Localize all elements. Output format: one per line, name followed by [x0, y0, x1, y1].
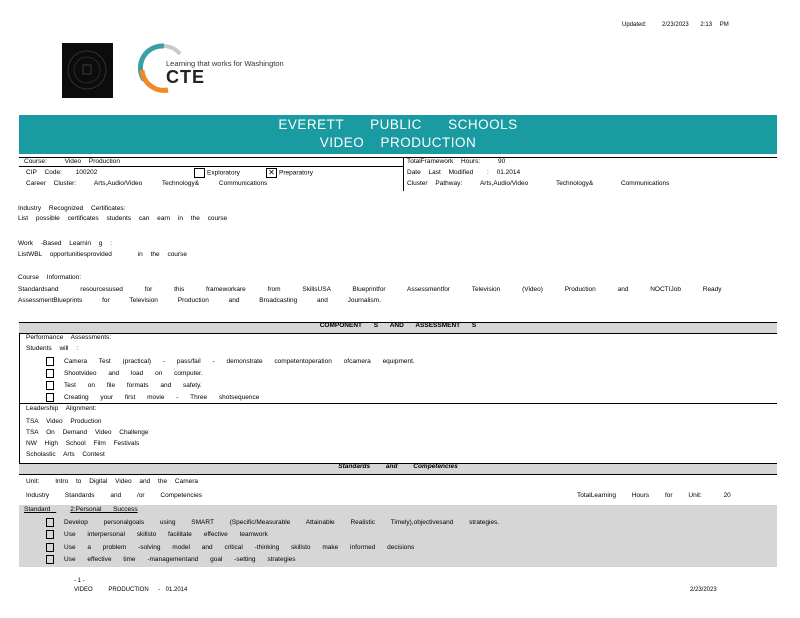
- total-learning-row: [577, 492, 731, 499]
- course-row: [24, 158, 120, 165]
- title-banner: [19, 115, 777, 154]
- performance-item-4: Creating your first movie - Three shotsequence: [46, 393, 259, 402]
- table-row-border: [19, 166, 403, 167]
- cte-logo: [134, 40, 304, 96]
- course-value: Video Production: [64, 158, 120, 165]
- date-modified-row: [407, 169, 520, 176]
- course-info-line-1: Standardsand resourcesused for this frameworkare from SkillsUSA Blueprintfor Assessmentfor Television (Video) Production and NOCTIJob Ready: [18, 286, 722, 293]
- total-framework-row: [407, 158, 505, 165]
- performance-item-2: Shootvideo and load on computer.: [46, 369, 203, 378]
- course-label: Course:: [24, 158, 47, 165]
- table-divider: [403, 157, 404, 191]
- wbl-text-2: in the course: [137, 251, 187, 258]
- cip-row: [26, 169, 97, 176]
- exploratory-checkbox[interactable]: [194, 168, 205, 178]
- footer-course: VIDEO PRODUCTION: [74, 587, 149, 593]
- performance-item-3: Test on file formats and safety.: [46, 381, 202, 390]
- career-cluster-label: Career Cluster:: [26, 180, 77, 187]
- cip-value: 100202: [75, 169, 98, 176]
- leadership-item-3: NW High School Film Festivals: [26, 440, 140, 447]
- updated-stamp: [622, 22, 729, 28]
- standard-label: Standard: [24, 506, 51, 513]
- cluster-pathway-label: Cluster Pathway:: [407, 180, 463, 187]
- standards-header: Standards and Competencies: [338, 463, 458, 470]
- performance-intro: Students will :: [26, 345, 79, 352]
- title-line-1: EVERETT PUBLIC SCHOOLS: [278, 117, 518, 132]
- career-cluster-value: Arts,Audio/Video Technology& Communications: [93, 180, 268, 187]
- leadership-left-border: [19, 403, 20, 463]
- certificates-text: List possible certificates students can earn in the course: [18, 215, 228, 222]
- industry-standards: Industry Standards and /or Competencies: [26, 492, 202, 499]
- preparatory-label: Preparatory: [279, 169, 313, 177]
- standard-item-4: Use effective time -managementand goal -setting strategies: [46, 555, 296, 564]
- total-framework-label: TotalFramework Hours:: [407, 158, 481, 165]
- bullet-icon: [46, 555, 54, 564]
- bullet-icon: [46, 357, 54, 366]
- standard-row: [24, 506, 138, 513]
- bullet-icon: [46, 530, 54, 539]
- standard-item-3: Use a problem -solving model and critical -thinking skillsto make informed decisions: [46, 543, 414, 552]
- leadership-item-4: Scholastic Arts Contest: [26, 451, 105, 458]
- standard-item-1: Develop personalgoals using SMART (Specific/Measurable Attainable Realistic Timely),objectivesand strategies.: [46, 518, 499, 527]
- exploratory-option[interactable]: [194, 168, 240, 178]
- cluster-pathway-row: [407, 180, 669, 187]
- updated-date: 2/23/2023: [662, 22, 689, 28]
- bullet-icon: [46, 543, 54, 552]
- unit-value: Intro to Digital Video and the Camera: [55, 478, 199, 485]
- total-framework-value: 90: [498, 158, 506, 165]
- table-top-border: [19, 157, 777, 158]
- preparatory-option[interactable]: [266, 168, 313, 178]
- certificates-heading: Industry Recognized Certificates:: [18, 205, 126, 212]
- exploratory-label: Exploratory: [207, 169, 240, 177]
- course-info-heading: Course Information:: [18, 274, 82, 281]
- unit-row: [26, 478, 198, 485]
- leadership-top-border: [19, 403, 777, 404]
- performance-heading: Performance Assessments:: [26, 334, 112, 341]
- cte-tagline: Learning that works for Washington: [166, 59, 284, 68]
- footer-page-number: - 1 -: [74, 578, 85, 584]
- footer-version: - 01.2014: [158, 587, 188, 593]
- bullet-icon: [46, 518, 54, 527]
- wbl-text: ListWBL opportunitiesprovided: [18, 251, 112, 258]
- seal-icon: [62, 43, 113, 98]
- cluster-pathway-value: Arts,Audio/Video Technology& Communications: [479, 180, 670, 187]
- unit-label: Unit:: [26, 478, 40, 485]
- cip-label: CIP Code:: [26, 169, 62, 176]
- performance-item-1: Camera Test (practical) - pass/fail - demonstrate competentoperation ofcamera equipment.: [46, 357, 415, 366]
- date-modified-label: Date Last Modified: [407, 169, 474, 176]
- title-line-2: VIDEO PRODUCTION: [319, 135, 477, 150]
- cte-wordmark: CTE: [166, 67, 205, 87]
- standard-item-2: Use interpersonal skillsto facilitate effective teamwork: [46, 530, 268, 539]
- total-learning-label: TotalLearning Hours for Unit:: [577, 492, 702, 499]
- updated-label: Updated:: [622, 22, 647, 28]
- standard-value: 2:Personal Success: [70, 506, 138, 513]
- footer-date: 2/23/2023: [690, 587, 717, 593]
- preparatory-checkbox[interactable]: ✕: [266, 168, 277, 178]
- wbl-heading: Work -Based Learnin g :: [18, 240, 112, 247]
- career-cluster-row: [26, 180, 267, 187]
- leadership-item-1: TSA Video Production: [26, 418, 102, 425]
- bullet-icon: [46, 393, 54, 402]
- bullet-icon: [46, 369, 54, 378]
- total-learning-value: 20: [723, 492, 731, 499]
- components-header: COMPONENT S AND ASSESSMENT S: [319, 322, 477, 329]
- wbl-text-row: [18, 251, 187, 258]
- updated-time: 2:13 PM: [700, 22, 729, 28]
- leadership-heading: Leadership Alignment:: [26, 405, 97, 412]
- perf-left-border: [19, 333, 20, 403]
- school-seal-logo: [62, 43, 113, 98]
- leadership-item-2: TSA On Demand Video Challenge: [26, 429, 149, 436]
- bullet-icon: [46, 381, 54, 390]
- date-modified-value: : 01.2014: [487, 169, 521, 176]
- course-info-line-2: AssessmentBlueprints for Television Production and Broadcasting and Journalism.: [18, 297, 381, 304]
